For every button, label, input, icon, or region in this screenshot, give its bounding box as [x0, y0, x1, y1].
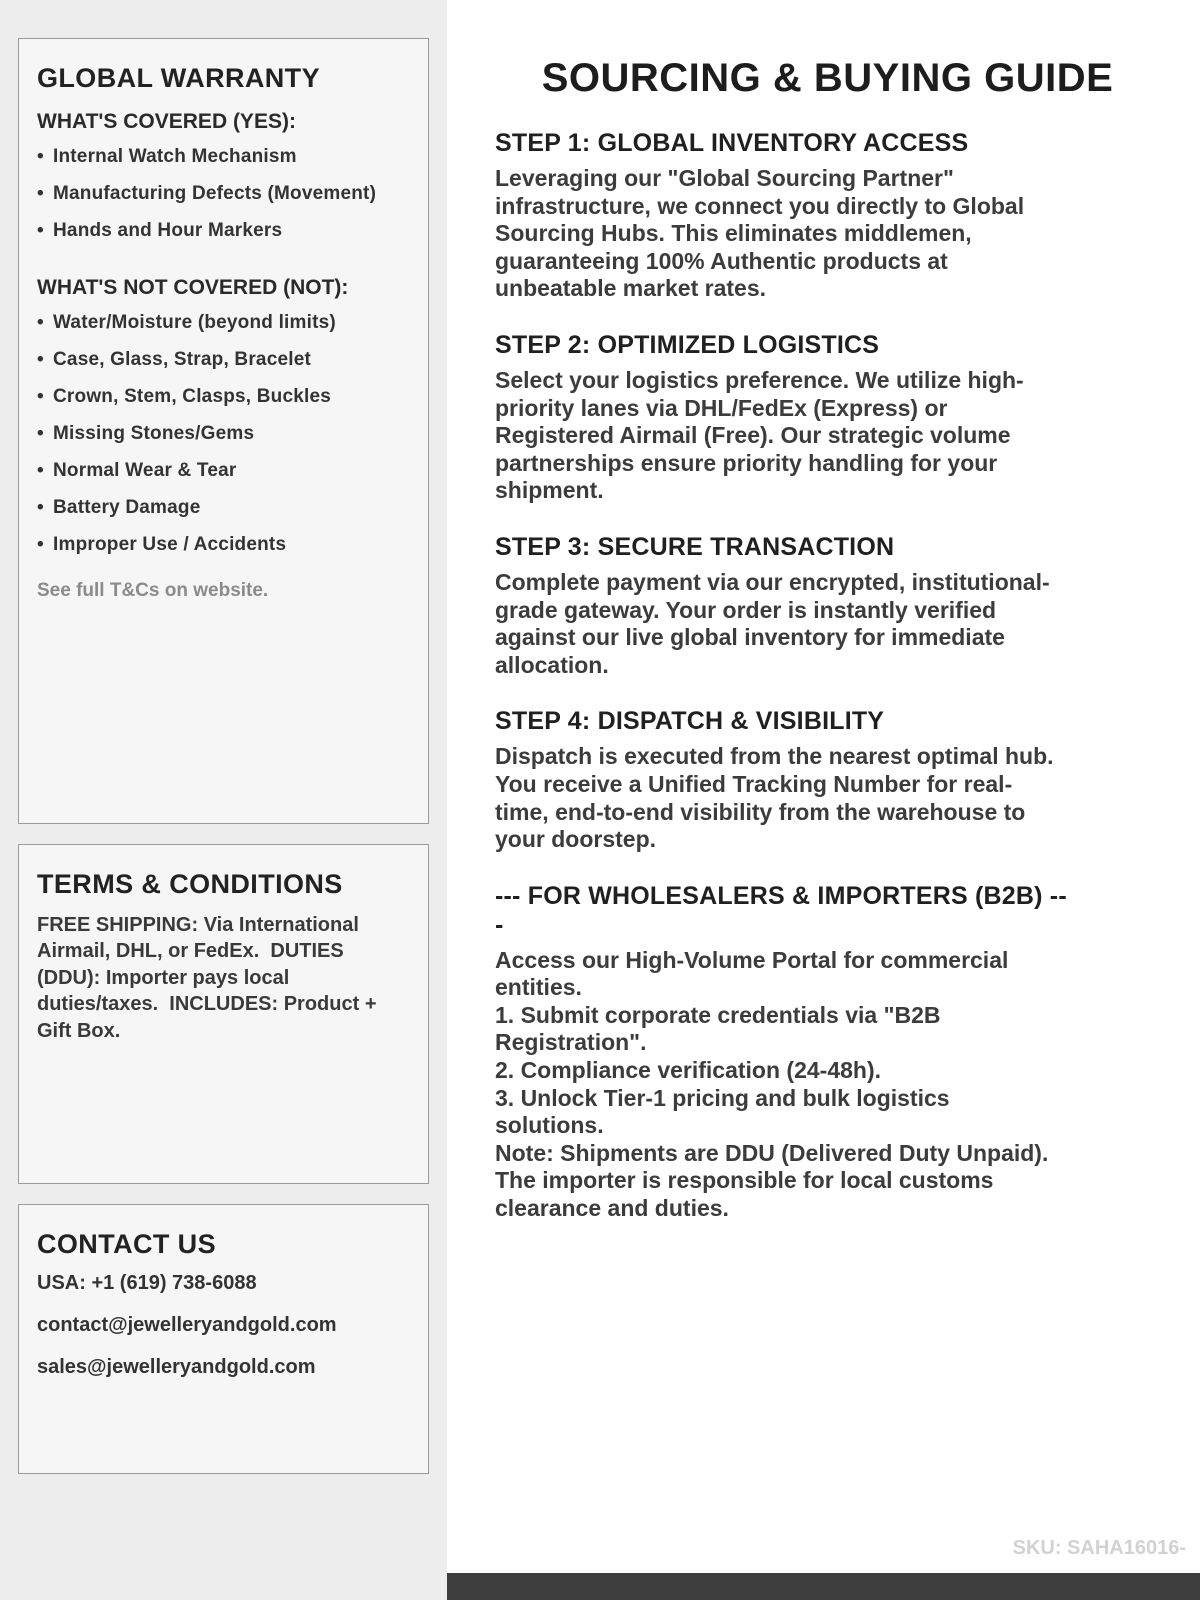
b2b-intro: Access our High-Volume Portal for commercial entities. [495, 946, 1009, 1001]
sku-label: SKU: SAHA16016- [1012, 1537, 1186, 1559]
contact-email-primary: contact@jewelleryandgold.com [37, 1314, 337, 1336]
terms-panel [18, 844, 429, 1184]
sidebar [0, 0, 447, 1600]
warranty-panel [18, 38, 429, 824]
b2b-heading: --- FOR WHOLESALERS & IMPORTERS (B2B) --- [495, 881, 1067, 939]
step-3-heading: STEP 3: SECURE TRANSACTION [495, 532, 895, 561]
warranty-not-covered-list [37, 312, 410, 556]
b2b-section [495, 882, 1075, 1223]
buying-guide [447, 0, 1200, 1600]
list-item: • Manufacturing Defects (Movement) [37, 183, 410, 205]
warranty-not-covered-heading: WHAT'S NOT COVERED (NOT): [37, 276, 349, 299]
contact-phone: USA: +1 (619) 738-6088 [37, 1272, 257, 1294]
contact-title: CONTACT US [37, 1229, 216, 1259]
warranty-title: GLOBAL WARRANTY [37, 63, 320, 93]
terms-body: FREE SHIPPING: Via International Airmail, DHL, or FedEx. DUTIES (DDU): Importer pays local duties/taxes. INCLUDES: Product + Gift Box. [37, 914, 383, 1042]
list-item: • Hands and Hour Markers [37, 220, 410, 242]
step-3-body: Complete payment via our encrypted, institutional-grade gateway. Your order is instantly verified against our live global inventory for immediate allocation. [495, 568, 1050, 678]
list-item: • Water/Moisture (beyond limits) [37, 312, 410, 334]
terms-title: TERMS & CONDITIONS [37, 869, 343, 899]
list-item: • Normal Wear & Tear [37, 460, 410, 482]
b2b-note: Note: Shipments are DDU (Delivered Duty Unpaid). The importer is responsible for local customs clearance and duties. [495, 1139, 1049, 1222]
step-2-section [495, 331, 1075, 505]
list-item: • Battery Damage [37, 497, 410, 519]
warranty-footnote: See full T&Cs on website. [37, 580, 269, 601]
step-1-heading: STEP 1: GLOBAL INVENTORY ACCESS [495, 129, 969, 157]
contact-email-sales: sales@jewelleryandgold.com [37, 1356, 316, 1378]
list-item: • Missing Stones/Gems [37, 423, 410, 445]
list-item: • Case, Glass, Strap, Bracelet [37, 349, 410, 371]
list-item: • Internal Watch Mechanism [37, 146, 410, 168]
step-4-section [495, 707, 1075, 853]
page-title: SOURCING & BUYING GUIDE [541, 56, 1114, 100]
step-4-heading: STEP 4: DISPATCH & VISIBILITY [495, 707, 885, 736]
list-item: • Crown, Stem, Clasps, Buckles [37, 386, 410, 408]
warranty-covered-heading: WHAT'S COVERED (YES): [37, 110, 296, 133]
step-1-body: Leveraging our "Global Sourcing Partner" infrastructure, we connect you directly to Global Sourcing Hubs. This eliminates middlemen, guaranteeing 100% Authentic products at unbeatable market rates. [495, 165, 1025, 302]
step-2-heading: STEP 2: OPTIMIZED LOGISTICS [495, 330, 880, 359]
step-1-section [495, 129, 1075, 303]
step-3-section [495, 533, 1075, 679]
step-2-body: Select your logistics preference. We utilize high-priority lanes via DHL/FedEx (Express) or Registered Airmail (Free). Our strategic volume partnerships ensure priority handling for your shipment. [495, 366, 1024, 504]
b2b-step-3: 3. Unlock Tier-1 pricing and bulk logistics solutions. [495, 1084, 950, 1139]
b2b-step-2: 2. Compliance verification (24-48h). [495, 1057, 882, 1084]
footer-bar [447, 1573, 1200, 1600]
list-item: • Improper Use / Accidents [37, 534, 410, 556]
contact-panel [18, 1204, 429, 1474]
warranty-covered-list [37, 146, 410, 242]
step-4-body: Dispatch is executed from the nearest optimal hub. You receive a Unified Tracking Number for real-time, end-to-end visibility from the warehouse to your doorstep. [495, 743, 1054, 853]
b2b-step-1: 1. Submit corporate credentials via "B2B Registration". [495, 1001, 941, 1056]
